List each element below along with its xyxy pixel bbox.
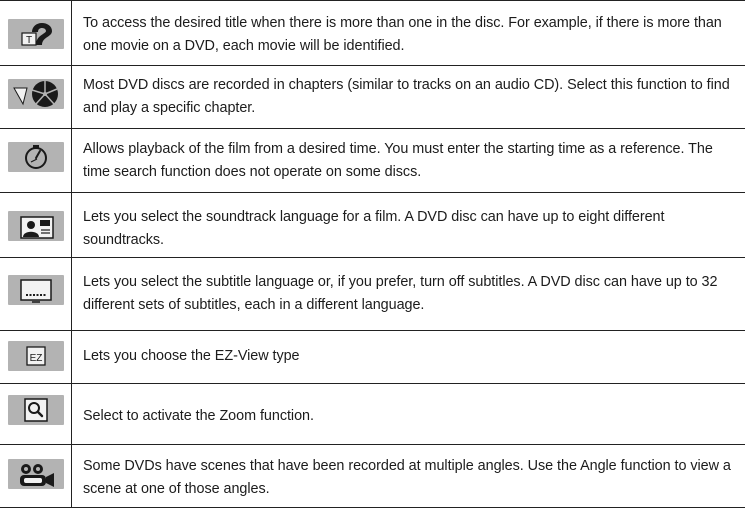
row-description: Lets you select the soundtrack language for a film. A DVD disc can have up to eight different soundtracks. bbox=[83, 209, 665, 248]
time-icon bbox=[8, 142, 64, 172]
table-row-ez-view bbox=[0, 330, 745, 383]
table-row-zoom bbox=[0, 383, 745, 444]
svg-text:EZ: EZ bbox=[29, 353, 43, 364]
table-row-audio bbox=[0, 192, 745, 257]
table-row-subtitle bbox=[0, 257, 745, 330]
table-row-title bbox=[0, 0, 745, 65]
row-description: Some DVDs have scenes that have been recorded at multiple angles. Use the Angle function to view a scene at one of those angles. bbox=[83, 458, 731, 497]
icon-cell bbox=[0, 1, 72, 65]
ez-view-icon bbox=[8, 341, 64, 371]
table-row-time bbox=[0, 128, 745, 192]
row-description: Allows playback of the film from a desired time. You must enter the starting time as a reference. The time search function does not operate on some discs. bbox=[83, 141, 713, 180]
audio-icon bbox=[8, 211, 64, 241]
table-row-chapter bbox=[0, 65, 745, 128]
table-row-angle bbox=[0, 444, 745, 508]
row-description: Select to activate the Zoom function. bbox=[83, 408, 314, 424]
chapter-icon bbox=[8, 79, 64, 109]
zoom-icon bbox=[8, 395, 64, 425]
svg-text:T: T bbox=[25, 35, 33, 46]
icon-cell bbox=[0, 331, 72, 383]
icon-cell bbox=[0, 258, 72, 330]
icon-cell bbox=[0, 66, 72, 128]
row-description: Lets you choose the EZ-View type bbox=[83, 348, 300, 364]
title-icon bbox=[8, 19, 64, 49]
icon-cell bbox=[0, 384, 72, 444]
row-description: To access the desired title when there is more than one in the disc. For example, if there is more than one movie on a DVD, each movie will be identified. bbox=[83, 15, 722, 54]
subtitle-icon bbox=[8, 275, 64, 305]
row-description: Lets you select the subtitle language or, if you prefer, turn off subtitles. A DVD disc can have up to 32 different sets of subtitles, each in a different language. bbox=[83, 274, 718, 313]
row-description: Most DVD discs are recorded in chapters (similar to tracks on an audio CD). Select this function to find and play a specific chapter. bbox=[83, 77, 730, 116]
angle-icon bbox=[8, 459, 64, 489]
icon-cell bbox=[0, 445, 72, 507]
icon-cell bbox=[0, 129, 72, 192]
icon-cell bbox=[0, 193, 72, 257]
